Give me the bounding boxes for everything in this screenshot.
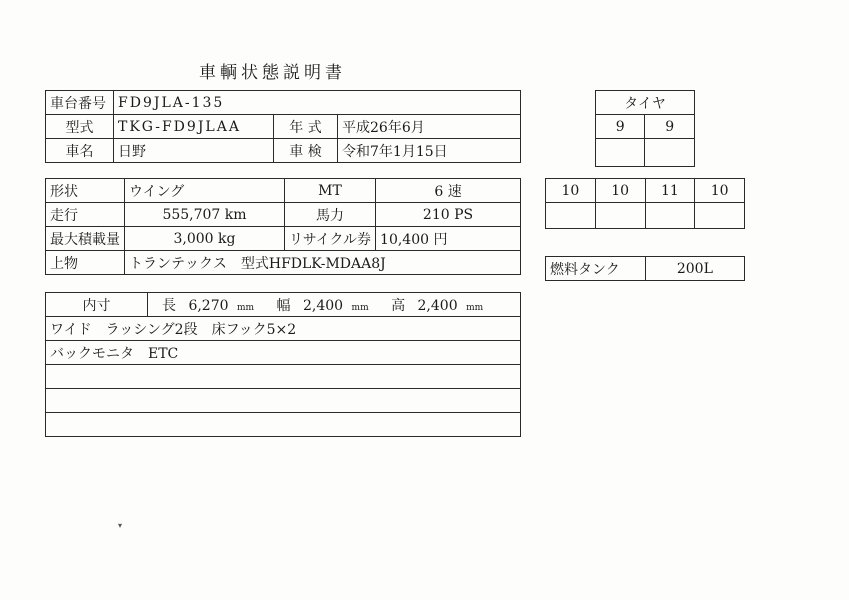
- height-value: 2,400: [417, 297, 458, 314]
- note-line: [46, 413, 521, 437]
- tire-rear-4: 10: [695, 179, 745, 203]
- table-row: [46, 365, 521, 389]
- rear-tire-table: [545, 178, 745, 229]
- length-value: 6,270: [188, 297, 229, 314]
- tire-rear-blank: [645, 203, 695, 229]
- height-unit: mm: [466, 302, 484, 313]
- note-line: ワイド ラッシング2段 床フック5×2: [46, 317, 521, 341]
- tire-front-blank: [596, 139, 645, 167]
- front-tire-table: [595, 90, 695, 167]
- mt-label: MT: [285, 179, 376, 203]
- height-label: 高: [391, 297, 406, 314]
- table-row: [46, 115, 521, 139]
- tire-label: タイヤ: [596, 91, 695, 115]
- vehicle-info-table: [45, 90, 521, 163]
- maker-value: 日野: [114, 139, 274, 163]
- width-label: 幅: [276, 297, 291, 314]
- table-row: [46, 413, 521, 437]
- inspection-value: 令和7年1月15日: [338, 139, 521, 163]
- fuel-tank-value: 200L: [645, 257, 744, 281]
- table-row: [46, 389, 521, 413]
- model-value: TKG-FD9JLAA: [114, 115, 274, 139]
- table-row: [46, 251, 521, 275]
- specs-table: [45, 178, 521, 275]
- fuel-tank-label: 燃料タンク: [546, 257, 646, 281]
- width-unit: mm: [351, 302, 369, 313]
- mileage-label: 走行: [46, 203, 125, 227]
- table-row: [46, 179, 521, 203]
- inner-dimension-values: [148, 293, 521, 317]
- table-row: [46, 341, 521, 365]
- tire-rear-3: 11: [645, 179, 695, 203]
- table-row: [46, 293, 521, 317]
- table-row: [546, 257, 745, 281]
- table-row: [46, 227, 521, 251]
- tire-rear-1: 10: [546, 179, 596, 203]
- chassis-number-value: FD9JLA-135: [114, 91, 521, 115]
- note-line: [46, 389, 521, 413]
- shape-label: 形状: [46, 179, 125, 203]
- tire-front-right: 9: [645, 115, 695, 139]
- year-value: 平成26年6月: [338, 115, 521, 139]
- table-row: [546, 203, 745, 229]
- tire-rear-blank: [695, 203, 745, 229]
- tire-front-left: 9: [596, 115, 645, 139]
- maker-label: 車名: [46, 139, 114, 163]
- chassis-number-label: 車台番号: [46, 91, 114, 115]
- tire-rear-blank: [546, 203, 596, 229]
- width-value: 2,400: [302, 297, 344, 314]
- payload-value: 3,000 kg: [125, 227, 285, 251]
- table-row: [46, 139, 521, 163]
- table-row: [46, 91, 521, 115]
- mt-value: 6 速: [376, 179, 521, 203]
- fuel-tank-table: [545, 256, 745, 281]
- tire-front-blank: [645, 139, 695, 167]
- table-row: [46, 317, 521, 341]
- tire-rear-2: 10: [595, 179, 645, 203]
- model-label: 型式: [46, 115, 114, 139]
- year-label: 年 式: [274, 115, 338, 139]
- table-row: [596, 139, 695, 167]
- table-row: [546, 179, 745, 203]
- body-value: トランテックス 型式HFDLK-MDAA8J: [125, 251, 521, 275]
- table-row: [596, 91, 695, 115]
- inspection-label: 車 検: [274, 139, 338, 163]
- power-value: 210 PS: [376, 203, 521, 227]
- body-label: 上物: [46, 251, 125, 275]
- note-line: [46, 365, 521, 389]
- table-row: [46, 203, 521, 227]
- length-unit: mm: [237, 302, 255, 313]
- tire-rear-blank: [595, 203, 645, 229]
- power-label: 馬力: [285, 203, 376, 227]
- inner-dimension-label: 内寸: [46, 293, 148, 317]
- table-row: [596, 115, 695, 139]
- recycle-label: リサイクル券: [285, 227, 376, 251]
- payload-label: 最大積載量: [46, 227, 125, 251]
- shape-value: ウイング: [125, 179, 285, 203]
- document-title: 車輌状態説明書: [199, 63, 346, 83]
- scan-speck-icon: ▾: [118, 521, 123, 530]
- recycle-value: 10,400 円: [376, 227, 521, 251]
- note-line: バックモニタ ETC: [46, 341, 521, 365]
- dimensions-notes-table: [45, 292, 521, 437]
- length-label: 長: [162, 297, 176, 314]
- mileage-value: 555,707 km: [125, 203, 285, 227]
